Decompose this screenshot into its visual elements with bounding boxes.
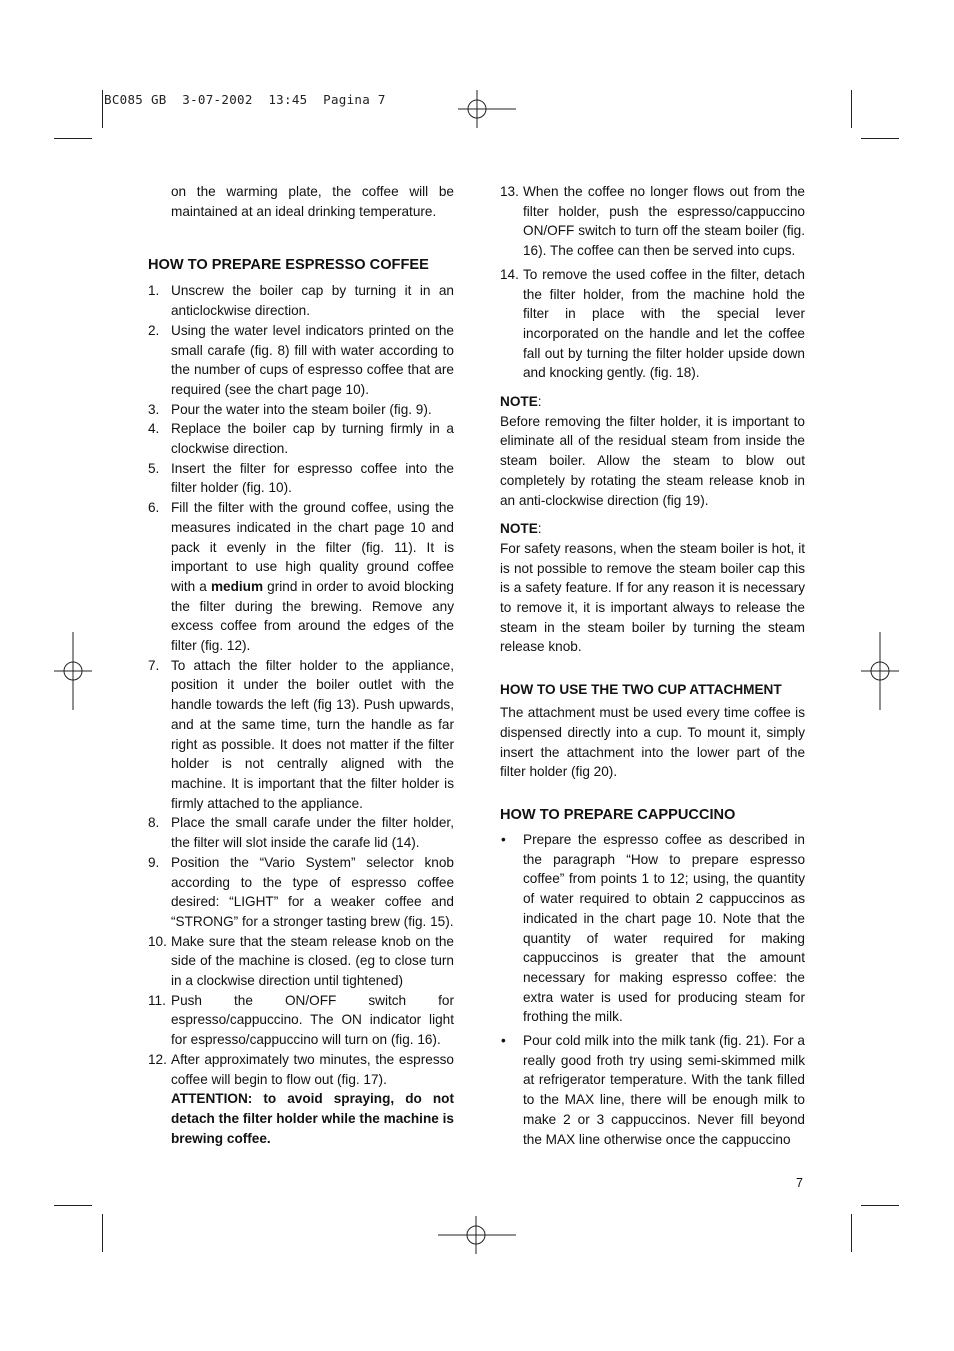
bullet-item: • Pour cold milk into the milk tank (fig. 21). For a really good froth try using semi-skimmed milk at refrigerator temperature. With the tank filled to the MAX line, there will be enough milk to make 2 or 3 cappuccinos. Never fill beyond the MAX line otherwise once the cappuccino	[500, 1031, 805, 1149]
note-label: NOTE:	[500, 521, 542, 537]
list-item: 8. Place the small carafe under the filter holder, the filter will slot inside the carafe lid (14).	[148, 815, 454, 851]
note-paragraph: Before removing the filter holder, it is important to eliminate all of the residual steam from inside the steam boiler. Allow the steam to blow out completely by rotating the steam release knob in an anti-clockwise direction (fig 19).	[500, 413, 805, 508]
list-item: 7. To attach the filter holder to the appliance, position it under the boiler outlet with the handle towards the left (fig 13). Push upwards, and at the same time, turn the handle as far right as possible. It does not matter if the filter holder is not centrally aligned with the machine. It is important that the filter holder is firmly attached to the appliance.	[148, 657, 454, 811]
attention-warning: ATTENTION: to avoid spraying, do not detach the filter holder while the machine is brewing coffee.	[171, 1091, 454, 1146]
list-item: 1. Unscrew the boiler cap by turning it in an anticlockwise direction.	[148, 283, 454, 319]
list-item: 14. To remove the used coffee in the filter, detach the filter holder, from the machine hold the filter in place with the special lever incorporated on the handle and let the coffee fall out by turning the filter holder upside down and knocking gently. (fig. 18).	[500, 266, 805, 381]
list-item: 10. Make sure that the steam release knob on the side of the machine is closed. (eg to close turn in a clockwise direction until tightened)	[148, 933, 454, 989]
note-paragraph: For safety reasons, when the steam boiler is hot, it is not possible to remove the steam boiler cap this is a safety feature. If for any reason it is necessary to remove it, it is important always to release the steam in the steam boiler by turning the steam release knob.	[500, 540, 805, 655]
list-item: 3. Pour the water into the steam boiler (fig. 9).	[148, 401, 432, 417]
section-heading-cappuccino: HOW TO PREPARE CAPPUCCINO	[500, 806, 736, 823]
crop-mark	[861, 1205, 899, 1206]
list-item: 9. Position the “Vario System” selector knob according to the type of espresso coffee desired: “LIGHT” for a weaker coffee and “STRONG” for a stronger tasting brew (fig. 15).	[148, 854, 454, 929]
crop-mark	[851, 90, 852, 128]
registration-mark-icon	[438, 1216, 516, 1254]
crop-mark	[851, 1214, 852, 1252]
crop-mark	[102, 90, 103, 128]
right-column	[500, 182, 805, 1149]
left-column	[148, 182, 454, 1148]
registration-mark-icon	[861, 632, 899, 710]
registration-mark-icon	[54, 632, 92, 710]
bullet-icon: •	[501, 831, 506, 847]
bullet-icon: •	[501, 1033, 506, 1049]
crop-mark	[861, 138, 899, 139]
list-item: 2. Using the water level indicators printed on the small carafe (fig. 8) fill with water according to the number of cups of espresso coffee that are required (see the chart page 10).	[148, 322, 454, 397]
page-number: 7	[796, 1176, 803, 1190]
list-item: 13. When the coffee no longer flows out from the filter holder, push the espresso/cappuccino ON/OFF switch to turn off the steam boiler (fig. 16). The coffee can then be served into cups.	[500, 184, 805, 259]
section-heading-espresso: HOW TO PREPARE ESPRESSO COFFEE	[148, 257, 429, 274]
crop-mark	[54, 138, 92, 139]
crop-mark	[102, 1214, 103, 1252]
section-heading-two-cup: HOW TO USE THE TWO CUP ATTACHMENT	[500, 682, 782, 698]
registration-mark-icon	[458, 90, 516, 128]
list-item: 11. Push the ON/OFF switch for espresso/cappuccino. The ON indicator light for espresso/cappuccino will turn on (fig. 16).	[148, 992, 454, 1048]
two-cup-paragraph: The attachment must be used every time coffee is dispensed directly into a cup. To mount it, simply insert the attachment into the lower part of the filter holder (fig 20).	[500, 705, 805, 780]
list-item: 5. Insert the filter for espresso coffee into the filter holder (fig. 10).	[148, 460, 454, 496]
print-slug: BC085 GB 3-07-2002 13:45 Pagina 7	[104, 92, 386, 107]
list-item: 6. Fill the filter with the ground coffee, using the measures indicated in the chart page 10 and pack it evenly in the filter (fig. 11). It is important to use high quality ground coffee with a medium grind in order to avoid blocking the filter during the brewing. Remove any excess coffee from around the edges of the filter (fig. 12).	[148, 500, 454, 654]
list-item: 4. Replace the boiler cap by turning firmly in a clockwise direction.	[148, 421, 454, 457]
note-label: NOTE:	[500, 394, 542, 410]
bullet-item: • Prepare the espresso coffee as described in the paragraph “How to prepare espresso coffee” from points 1 to 12; using, the quantity of water required to obtain 2 cappuccinos as indicated in the chart page 10. Note that the quantity of water required for making cappuccinos is greater that the amount necessary for making espresso coffee: the extra water is used for producing steam for frothing the milk.	[500, 830, 805, 1027]
intro-paragraph: on the warming plate, the coffee will be maintained at an ideal drinking temperature.	[171, 184, 454, 219]
crop-mark	[54, 1205, 92, 1206]
list-item: 12. After approximately two minutes, the espresso coffee will begin to flow out (fig. 17).	[148, 1051, 454, 1087]
